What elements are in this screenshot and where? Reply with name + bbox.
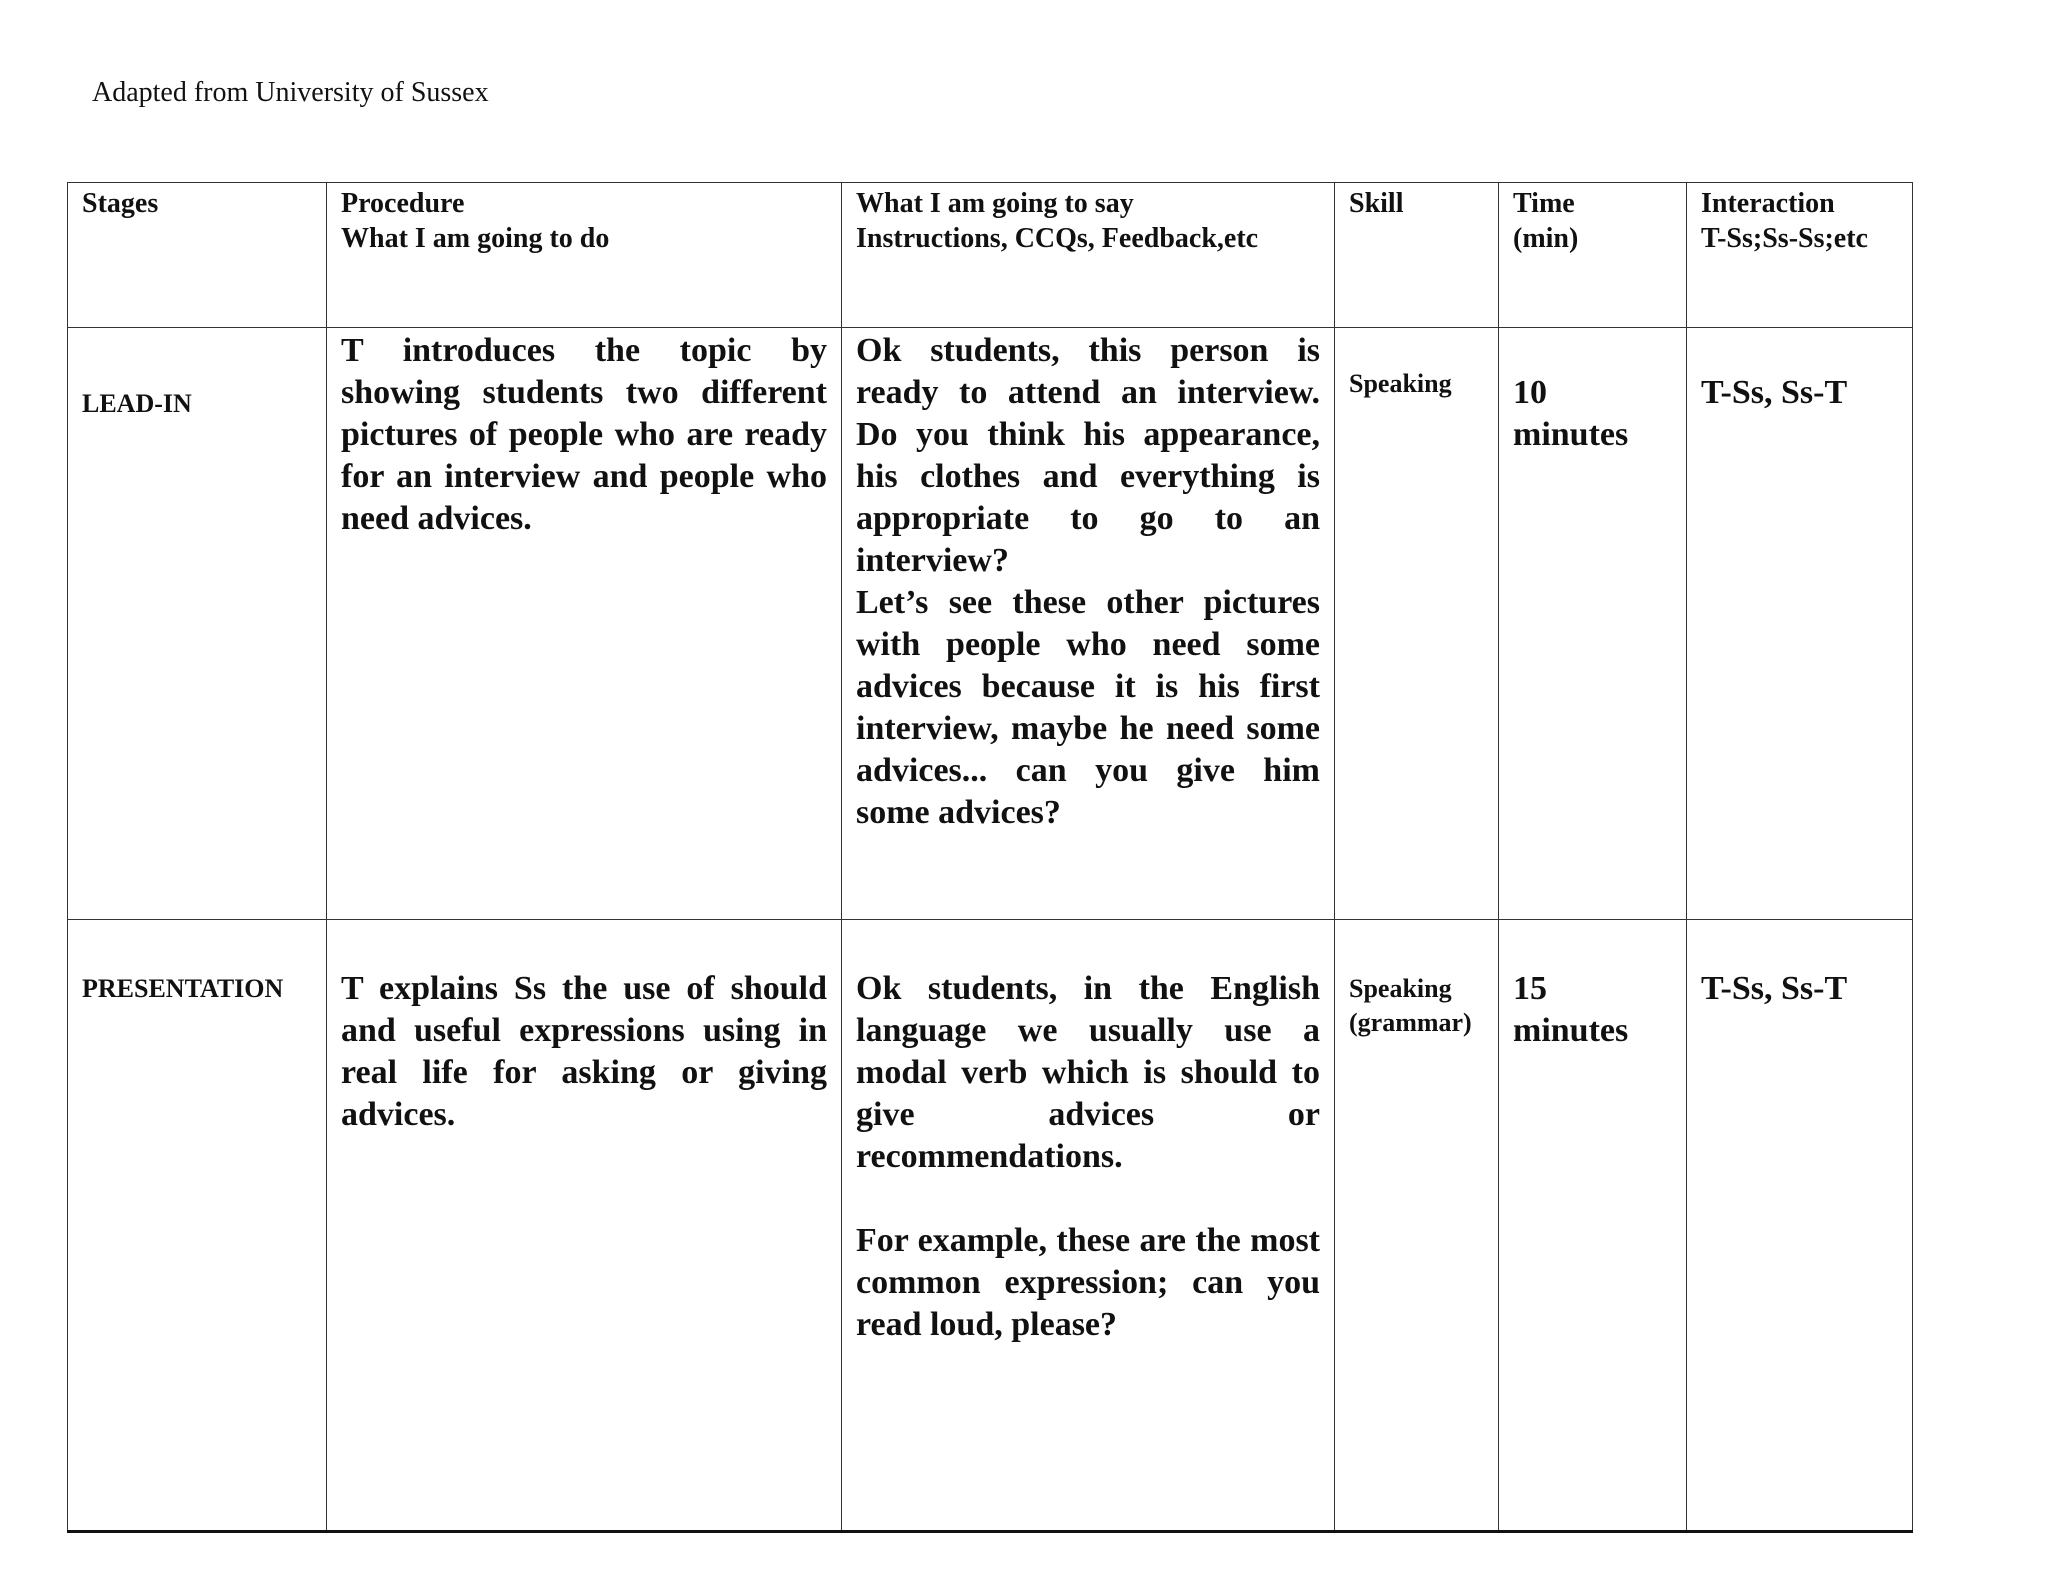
time-value: 15 — [1513, 970, 1547, 1007]
header-procedure-title: Procedure — [341, 188, 465, 219]
header-interaction-subtitle: T-Ss;Ss-Ss;etc — [1701, 223, 1868, 254]
stage-cell — [68, 920, 327, 1532]
header-skill — [1335, 183, 1499, 328]
table-row-lead-in — [68, 328, 1913, 920]
header-stages-label: Stages — [82, 188, 159, 219]
time-cell — [1499, 328, 1687, 920]
header-time-unit: (min) — [1513, 223, 1579, 254]
header-stages — [68, 183, 327, 328]
header-interaction — [1687, 183, 1913, 328]
time-cell — [1499, 920, 1687, 1532]
header-time-title: Time — [1513, 188, 1575, 219]
say-cell — [842, 920, 1335, 1532]
procedure-text: T introduces the topic by showing students two different pictures of people who are ready for an interview and people who need advices. — [341, 332, 827, 537]
table-header-row — [68, 183, 1913, 328]
source-note: Adapted from University of Sussex — [92, 77, 489, 108]
interaction-cell — [1687, 328, 1913, 920]
skill-sublabel: (grammar) — [1349, 1008, 1472, 1037]
procedure-cell — [327, 328, 842, 920]
header-skill-label: Skill — [1349, 188, 1404, 219]
stage-label: LEAD-IN — [82, 389, 192, 418]
time-value: 10 — [1513, 374, 1547, 411]
say-paragraph: Ok students, this person is ready to attend an interview. Do you think his appearance, his clothes and everything is appropriate to go to an interview? — [856, 332, 1320, 579]
time-unit: minutes — [1513, 416, 1629, 453]
header-interaction-title: Interaction — [1701, 188, 1835, 219]
paragraph-gap — [856, 1178, 1320, 1220]
say-paragraph: Let’s see these other pictures with people who need some advices because it is his first interview, maybe he need some advices... can you give him some advices? — [856, 584, 1320, 831]
table-row-presentation — [68, 920, 1913, 1532]
say-paragraph: For example, these are the most common expression; can you read loud, please? — [856, 1222, 1320, 1343]
header-procedure-subtitle: What I am going to do — [341, 223, 610, 254]
skill-label: Speaking — [1349, 369, 1452, 398]
skill-cell — [1335, 328, 1499, 920]
procedure-text: T explains Ss the use of should and useful expressions using in real life for asking or giving advices. — [341, 970, 827, 1133]
header-say-title: What I am going to say — [856, 188, 1134, 219]
header-say — [842, 183, 1335, 328]
stage-cell — [68, 328, 327, 920]
say-paragraph: Ok students, in the English language we usually use a modal verb which is should to give advices or recommendations. — [856, 970, 1320, 1175]
skill-label: Speaking — [1349, 974, 1452, 1003]
stage-label: PRESENTATION — [82, 974, 284, 1003]
interaction-value: T-Ss, Ss-T — [1701, 374, 1848, 411]
say-cell — [842, 328, 1335, 920]
procedure-cell — [327, 920, 842, 1532]
header-procedure — [327, 183, 842, 328]
header-time — [1499, 183, 1687, 328]
header-say-subtitle: Instructions, CCQs, Feedback,etc — [856, 223, 1259, 254]
skill-cell — [1335, 920, 1499, 1532]
interaction-value: T-Ss, Ss-T — [1701, 970, 1848, 1007]
lesson-plan-table — [67, 182, 1913, 1533]
time-unit: minutes — [1513, 1012, 1629, 1049]
interaction-cell — [1687, 920, 1913, 1532]
